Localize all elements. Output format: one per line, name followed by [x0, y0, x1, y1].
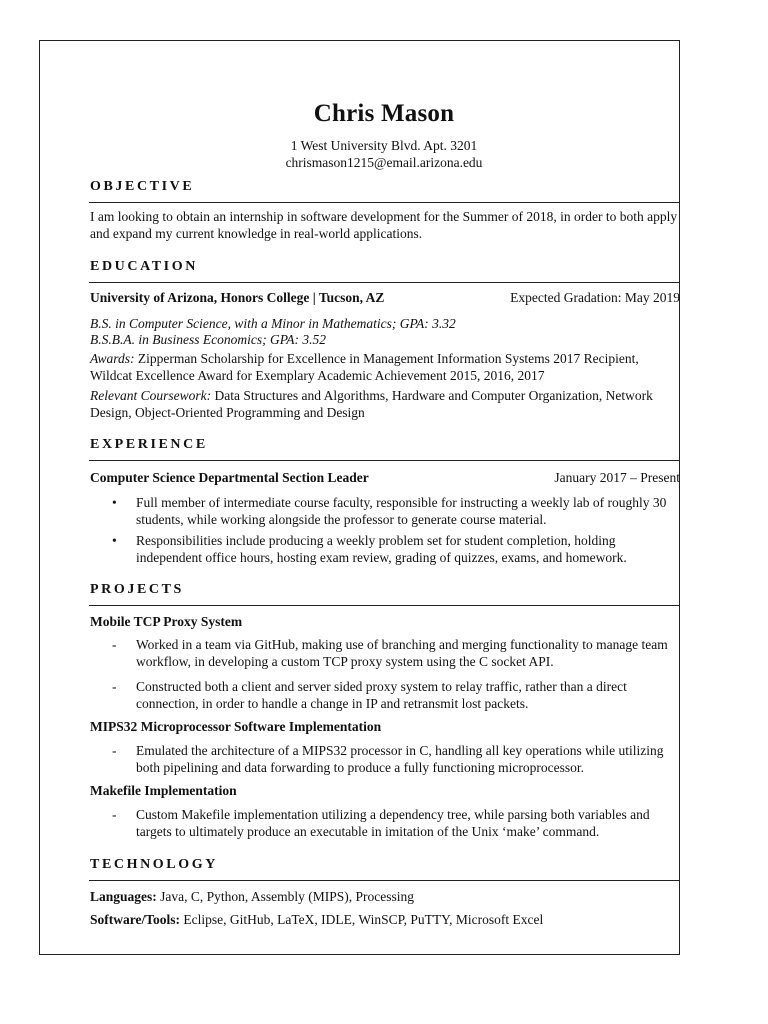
dash-marker: -	[112, 807, 117, 822]
tools-text: Eclipse, GitHub, LaTeX, IDLE, WinSCP, PuTTY, Microsoft Excel	[180, 912, 544, 927]
section-rule	[89, 460, 680, 461]
section-rule	[89, 202, 680, 203]
section-heading-projects: PROJECTS	[90, 582, 184, 597]
candidate-name: Chris Mason	[313, 100, 455, 127]
tools-label: Software/Tools:	[90, 912, 181, 927]
job-dates: January 2017 – Present	[554, 470, 680, 485]
section-rule	[89, 605, 680, 606]
coursework	[90, 388, 682, 421]
project-title: MIPS32 Microprocessor Software Implementation	[90, 719, 382, 734]
email: chrismason1215@email.arizona.edu	[285, 155, 483, 170]
dash-marker: -	[112, 743, 117, 758]
languages-label: Languages:	[90, 889, 157, 904]
school-name: University of Arizona, Honors College | Tucson, AZ	[90, 290, 385, 305]
project-bullet: Worked in a team via GitHub, making use of branching and merging functionality to manage team workflow, in developing a custom TCP proxy system using the C socket API.	[136, 637, 668, 669]
project-bullet: Custom Makefile implementation utilizing a dependency tree, while parsing both variables and targets to ultimately produce an executable in imitation of the Unix ‘make’ command.	[136, 807, 650, 839]
dash-marker: -	[112, 637, 117, 652]
experience-bullet: Responsibilities include producing a weekly problem set for student completion, holding independent office hours, hosting exam review, grading of quizzes, exams, and homework.	[136, 533, 627, 565]
bullet-marker: •	[112, 495, 117, 510]
bullet-marker: •	[112, 533, 117, 548]
awards-text: Zipperman Scholarship for Excellence in Management Information Systems 2017 Recipient, Wildcat Excellence Award for Exemplary Academic Achievement 2015, 2016, 2017	[90, 351, 639, 383]
project-title: Mobile TCP Proxy System	[90, 614, 243, 629]
dash-marker: -	[112, 679, 117, 694]
section-rule	[89, 282, 680, 283]
experience-bullet: Full member of intermediate course faculty, responsible for instructing a weekly lab of roughly 30 students, while working alongside the professor to generate course material.	[136, 495, 667, 527]
section-heading-education: EDUCATION	[90, 259, 198, 274]
project-bullet: Emulated the architecture of a MIPS32 processor in C, handling all key operations while utilizing both pipelining and data forwarding to produce a fully functioning microprocessor.	[136, 743, 664, 775]
languages	[90, 889, 414, 905]
project-title: Makefile Implementation	[90, 783, 237, 798]
graduation-date: Expected Gradation: May 2019	[510, 290, 680, 305]
section-heading-objective: OBJECTIVE	[90, 179, 195, 194]
objective-text: I am looking to obtain an internship in software development for the Summer of 2018, in order to both apply and expand my current knowledge in real-world applications.	[90, 209, 678, 241]
section-rule	[89, 880, 680, 881]
coursework-text: Data Structures and Algorithms, Hardware and Computer Organization, Network Design, Object-Oriented Programming and Design	[90, 388, 653, 420]
languages-text: Java, C, Python, Assembly (MIPS), Processing	[156, 889, 415, 904]
awards-label: Awards:	[90, 351, 135, 366]
section-heading-technology: TECHNOLOGY	[90, 857, 218, 872]
degree-secondary: B.S.B.A. in Business Economics; GPA: 3.52	[90, 332, 326, 347]
section-heading-experience: EXPERIENCE	[90, 437, 208, 452]
awards	[90, 351, 682, 384]
coursework-label: Relevant Coursework:	[90, 388, 212, 403]
job-title: Computer Science Departmental Section Leader	[90, 470, 369, 485]
address: 1 West University Blvd. Apt. 3201	[290, 138, 478, 153]
degree-primary: B.S. in Computer Science, with a Minor in Mathematics; GPA: 3.32	[90, 316, 456, 331]
project-bullet: Constructed both a client and server sided proxy system to relay traffic, rather than a direct connection, in order to handle a change in IP and retransmit lost packets.	[136, 679, 627, 711]
software-tools	[90, 912, 543, 928]
